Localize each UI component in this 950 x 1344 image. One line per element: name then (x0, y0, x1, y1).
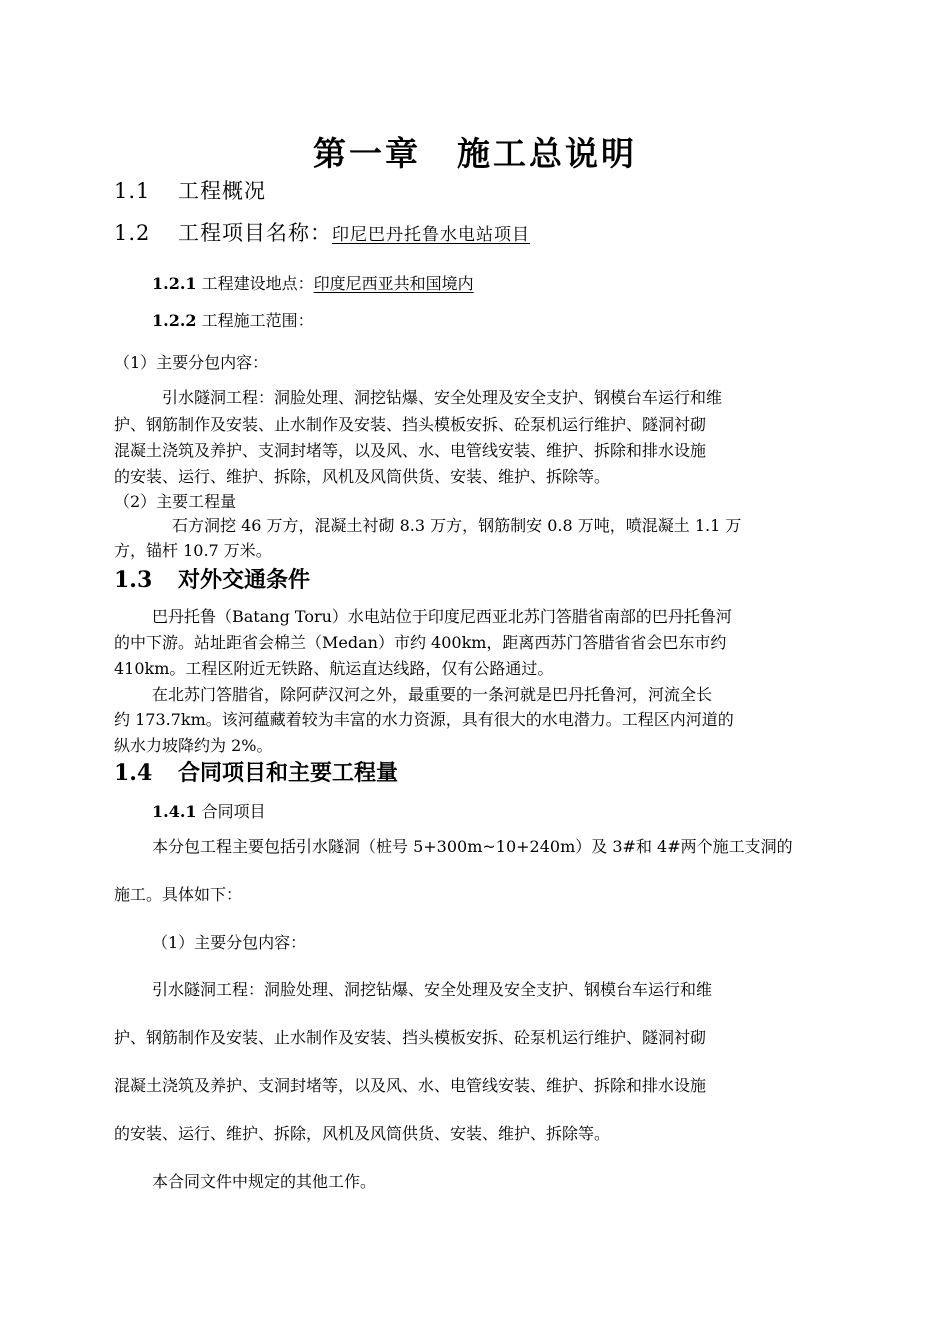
section-heading: 工程项目名称： (178, 221, 332, 245)
section-1-2 (114, 217, 530, 247)
section-1-3 (114, 563, 310, 594)
contract-line: 混凝土浇筑及养护、支洞封堵等，以及风、水、电管线安装、维护、拆除和排水设施 (114, 1076, 707, 1095)
construction-location: 印度尼西亚共和国境内 (313, 274, 474, 293)
subsection-heading: 工程建设地点： (196, 274, 314, 293)
section-1-2-1 (152, 271, 474, 294)
subsection-number: 1.2.2 (152, 311, 197, 330)
contract-line: 施工。具体如下： (114, 885, 243, 904)
contract-line: 引水隧洞工程：洞脸处理、洞挖钻爆、安全处理及安全支护、钢模台车运行和维 (152, 980, 713, 999)
section-1-4 (114, 756, 398, 787)
traffic-line: 在北苏门答腊省，除阿萨汉河之外，最重要的一条河就是巴丹托鲁河，河流全长 (152, 685, 713, 704)
section-number: 1.2 (114, 221, 151, 245)
contract-line: 的安装、运行、维护、拆除，风机及风筒供货、安装、维护、拆除等。 (114, 1124, 611, 1143)
contract-line: 护、钢筋制作及安装、止水制作及安装、挡头模板安拆、砼泵机运行维护、隧洞衬砌 (114, 1028, 707, 1047)
project-name: 印尼巴丹托鲁水电站项目 (332, 225, 530, 245)
subsection-number: 1.4.1 (152, 802, 197, 821)
contract-line: （1）主要分包内容： (152, 933, 307, 952)
chapter-title: 第一章 施工总说明 (313, 134, 637, 173)
traffic-line: 约 173.7km。该河蕴藏着较为丰富的水力资源，具有很大的水电潜力。工程区内河道的 (114, 710, 734, 729)
traffic-line: 的中下游。站址距省会棉兰（Medan）市约 400km，距离西苏门答腊省省会巴东市约 (114, 633, 727, 652)
sub2-line: 方，锚杆 10.7 万米。 (114, 541, 272, 560)
traffic-line: 410km。工程区附近无铁路、航运直达线路，仅有公路通过。 (114, 659, 554, 678)
sub1-line: 引水隧洞工程：洞脸处理、洞挖钻爆、安全处理及安全支护、钢模台车运行和维 (162, 388, 723, 407)
sub2-line: 石方洞挖 46 万方，混凝土衬砌 8.3 万方，钢筋制安 0.8 万吨，喷混凝土 1.1 万 (172, 516, 742, 535)
subsection-number: 1.2.1 (152, 274, 197, 293)
sub1-line: 的安装、运行、维护、拆除，风机及风筒供货、安装、维护、拆除等。 (114, 467, 611, 486)
section-heading: 对外交通条件 (178, 567, 311, 593)
section-number: 1.1 (114, 179, 151, 203)
subsection-heading: 合同项目 (196, 802, 266, 821)
sub1-line: 护、钢筋制作及安装、止水制作及安装、挡头模板安拆、砼泵机运行维护、隧洞衬砌 (114, 415, 707, 434)
traffic-line: 纵水力坡降约为 2%。 (114, 736, 273, 755)
section-1-2-2 (152, 308, 314, 331)
sub2-title: （2）主要工程量 (114, 492, 237, 511)
contract-line: 本分包工程主要包括引水隧洞（桩号 5+300m~10+240m）及 3#和 4#两个施工支洞的 (152, 837, 793, 856)
section-heading: 合同项目和主要工程量 (178, 760, 399, 786)
sub1-title: （1）主要分包内容： (114, 353, 269, 372)
section-number: 1.4 (114, 760, 153, 786)
section-1-4-1 (152, 799, 266, 822)
traffic-line: 巴丹托鲁（Batang Toru）水电站位于印度尼西亚北苏门答腊省南部的巴丹托鲁河 (152, 607, 732, 626)
subsection-heading: 工程施工范围： (196, 311, 314, 330)
sub1-line: 混凝土浇筑及养护、支洞封堵等，以及风、水、电管线安装、维护、拆除和排水设施 (114, 441, 707, 460)
contract-line: 本合同文件中规定的其他工作。 (152, 1172, 377, 1191)
section-heading: 工程概况 (178, 179, 266, 203)
section-1-1 (114, 175, 266, 205)
section-number: 1.3 (114, 567, 153, 593)
